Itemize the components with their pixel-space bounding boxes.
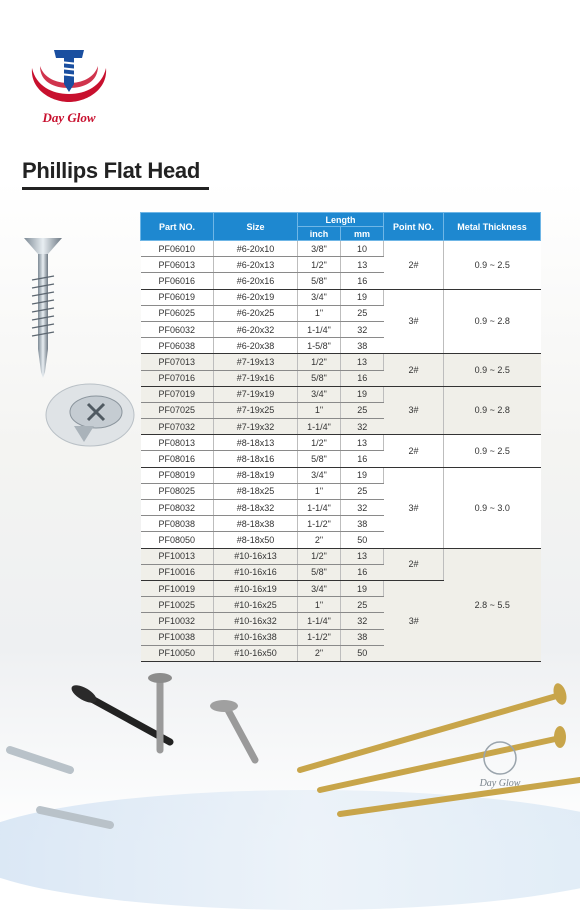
logo-text: Day Glow	[42, 110, 96, 125]
cell-inch: 2"	[298, 532, 341, 548]
self-drilling-screw-image	[18, 232, 68, 382]
cell-part-no: PF07032	[141, 419, 214, 435]
cell-size: #6-20x10	[214, 241, 298, 257]
cell-size: #6-20x25	[214, 305, 298, 321]
cell-inch: 1"	[298, 597, 341, 613]
cell-mm: 38	[341, 516, 384, 532]
cell-inch: 3/4"	[298, 289, 341, 305]
cell-mm: 32	[341, 419, 384, 435]
cell-size: #8-18x16	[214, 451, 298, 467]
cell-size: #8-18x19	[214, 467, 298, 483]
cell-size: #10-16x25	[214, 597, 298, 613]
cell-part-no: PF10050	[141, 645, 214, 661]
cell-size: #6-20x13	[214, 257, 298, 273]
cell-part-no: PF06032	[141, 321, 214, 337]
watermark-logo-text: Day Glow	[479, 778, 521, 789]
header-mm: mm	[341, 227, 384, 241]
cell-size: #7-19x25	[214, 402, 298, 418]
cell-mm: 25	[341, 483, 384, 499]
cell-part-no: PF06038	[141, 338, 214, 354]
cell-inch: 1/2"	[298, 257, 341, 273]
header-length: Length	[298, 213, 384, 227]
cell-part-no: PF10019	[141, 580, 214, 596]
cell-metal-thickness: 0.9 ~ 3.0	[444, 467, 541, 548]
cell-mm: 32	[341, 613, 384, 629]
cell-part-no: PF08032	[141, 500, 214, 516]
cell-mm: 38	[341, 338, 384, 354]
cell-part-no: PF07019	[141, 386, 214, 402]
cell-metal-thickness: 0.9 ~ 2.5	[444, 435, 541, 467]
header-metal-thickness: Metal Thickness	[444, 213, 541, 241]
cell-size: #6-20x38	[214, 338, 298, 354]
cell-size: #6-20x19	[214, 289, 298, 305]
cell-size: #10-16x32	[214, 613, 298, 629]
header-size: Size	[214, 213, 298, 241]
cell-part-no: PF10016	[141, 564, 214, 580]
cell-mm: 16	[341, 564, 384, 580]
cell-metal-thickness: 0.9 ~ 2.8	[444, 386, 541, 435]
cell-part-no: PF10032	[141, 613, 214, 629]
cell-mm: 19	[341, 580, 384, 596]
cell-part-no: PF06010	[141, 241, 214, 257]
cell-size: #7-19x13	[214, 354, 298, 370]
cell-inch: 3/4"	[298, 580, 341, 596]
cell-mm: 19	[341, 467, 384, 483]
cell-inch: 1-1/2"	[298, 516, 341, 532]
cell-part-no: PF08016	[141, 451, 214, 467]
cell-inch: 1"	[298, 483, 341, 499]
cell-size: #6-20x32	[214, 321, 298, 337]
cell-mm: 32	[341, 500, 384, 516]
cell-size: #7-19x32	[214, 419, 298, 435]
cell-metal-thickness: 0.9 ~ 2.8	[444, 289, 541, 354]
cell-size: #8-18x13	[214, 435, 298, 451]
cell-inch: 1/2"	[298, 354, 341, 370]
header-point-no: Point NO.	[384, 213, 444, 241]
day-glow-logo	[24, 40, 114, 135]
cell-metal-thickness: 0.9 ~ 2.5	[444, 354, 541, 386]
cell-size: #7-19x16	[214, 370, 298, 386]
table-row	[141, 435, 541, 451]
table-row	[141, 354, 541, 370]
header-part-no: Part NO.	[141, 213, 214, 241]
cell-part-no: PF08013	[141, 435, 214, 451]
table-row	[141, 289, 541, 305]
cell-metal-thickness: 2.8 ~ 5.5	[444, 548, 541, 661]
cell-inch: 3/4"	[298, 386, 341, 402]
cell-part-no: PF10013	[141, 548, 214, 564]
cell-part-no: PF06025	[141, 305, 214, 321]
cell-size: #8-18x32	[214, 500, 298, 516]
cell-point-no: 3#	[384, 386, 444, 435]
cell-size: #10-16x19	[214, 580, 298, 596]
page-title: Phillips Flat Head	[22, 158, 200, 183]
cell-point-no: 2#	[384, 548, 444, 580]
cell-mm: 38	[341, 629, 384, 645]
cell-point-no: 2#	[384, 354, 444, 386]
cell-inch: 1-5/8"	[298, 338, 341, 354]
cell-inch: 1-1/2"	[298, 629, 341, 645]
cell-inch: 1-1/4"	[298, 500, 341, 516]
title-underline	[22, 187, 209, 190]
cell-size: #8-18x25	[214, 483, 298, 499]
cell-inch: 5/8"	[298, 451, 341, 467]
header-inch: inch	[298, 227, 341, 241]
cell-part-no: PF08025	[141, 483, 214, 499]
cell-part-no: PF06016	[141, 273, 214, 289]
cell-mm: 50	[341, 532, 384, 548]
cell-metal-thickness: 0.9 ~ 2.5	[444, 241, 541, 290]
cell-size: #10-16x16	[214, 564, 298, 580]
cell-mm: 10	[341, 241, 384, 257]
cell-point-no: 3#	[384, 467, 444, 548]
cell-inch: 1"	[298, 305, 341, 321]
cell-point-no: 3#	[384, 580, 444, 661]
cell-mm: 13	[341, 435, 384, 451]
cell-mm: 32	[341, 321, 384, 337]
cell-part-no: PF06013	[141, 257, 214, 273]
cell-size: #10-16x50	[214, 645, 298, 661]
cell-inch: 3/8"	[298, 241, 341, 257]
cell-size: #6-20x16	[214, 273, 298, 289]
cell-mm: 13	[341, 354, 384, 370]
cell-mm: 13	[341, 257, 384, 273]
cell-inch: 1-1/4"	[298, 321, 341, 337]
cell-point-no: 2#	[384, 435, 444, 467]
cell-inch: 1"	[298, 402, 341, 418]
cell-mm: 19	[341, 289, 384, 305]
cell-part-no: PF07025	[141, 402, 214, 418]
cell-inch: 3/4"	[298, 467, 341, 483]
cell-mm: 50	[341, 645, 384, 661]
cell-mm: 25	[341, 402, 384, 418]
cell-mm: 16	[341, 273, 384, 289]
cell-mm: 25	[341, 597, 384, 613]
cell-inch: 1/2"	[298, 435, 341, 451]
table-row	[141, 467, 541, 483]
cell-inch: 1/2"	[298, 548, 341, 564]
cell-mm: 13	[341, 548, 384, 564]
cell-mm: 25	[341, 305, 384, 321]
cell-size: #7-19x19	[214, 386, 298, 402]
cell-part-no: PF08019	[141, 467, 214, 483]
cell-mm: 16	[341, 451, 384, 467]
table-row	[141, 386, 541, 402]
cell-point-no: 3#	[384, 289, 444, 354]
cell-part-no: PF10025	[141, 597, 214, 613]
logo-mark-icon	[24, 40, 114, 110]
cell-size: #8-18x38	[214, 516, 298, 532]
cell-inch: 1-1/4"	[298, 419, 341, 435]
cell-part-no: PF08050	[141, 532, 214, 548]
cell-mm: 16	[341, 370, 384, 386]
cell-part-no: PF10038	[141, 629, 214, 645]
spec-table	[140, 212, 541, 662]
cell-inch: 1-1/4"	[298, 613, 341, 629]
table-row	[141, 241, 541, 257]
spec-table-body	[141, 241, 541, 662]
cell-size: #8-18x50	[214, 532, 298, 548]
cell-size: #10-16x13	[214, 548, 298, 564]
cell-part-no: PF08038	[141, 516, 214, 532]
cell-part-no: PF07013	[141, 354, 214, 370]
cell-part-no: PF06019	[141, 289, 214, 305]
cell-inch: 2"	[298, 645, 341, 661]
screw-head-closeup-image	[44, 382, 136, 448]
cell-inch: 5/8"	[298, 564, 341, 580]
cell-part-no: PF07016	[141, 370, 214, 386]
cell-point-no: 2#	[384, 241, 444, 290]
cell-inch: 5/8"	[298, 370, 341, 386]
cell-size: #10-16x38	[214, 629, 298, 645]
table-row	[141, 548, 541, 564]
cell-inch: 5/8"	[298, 273, 341, 289]
cell-mm: 19	[341, 386, 384, 402]
